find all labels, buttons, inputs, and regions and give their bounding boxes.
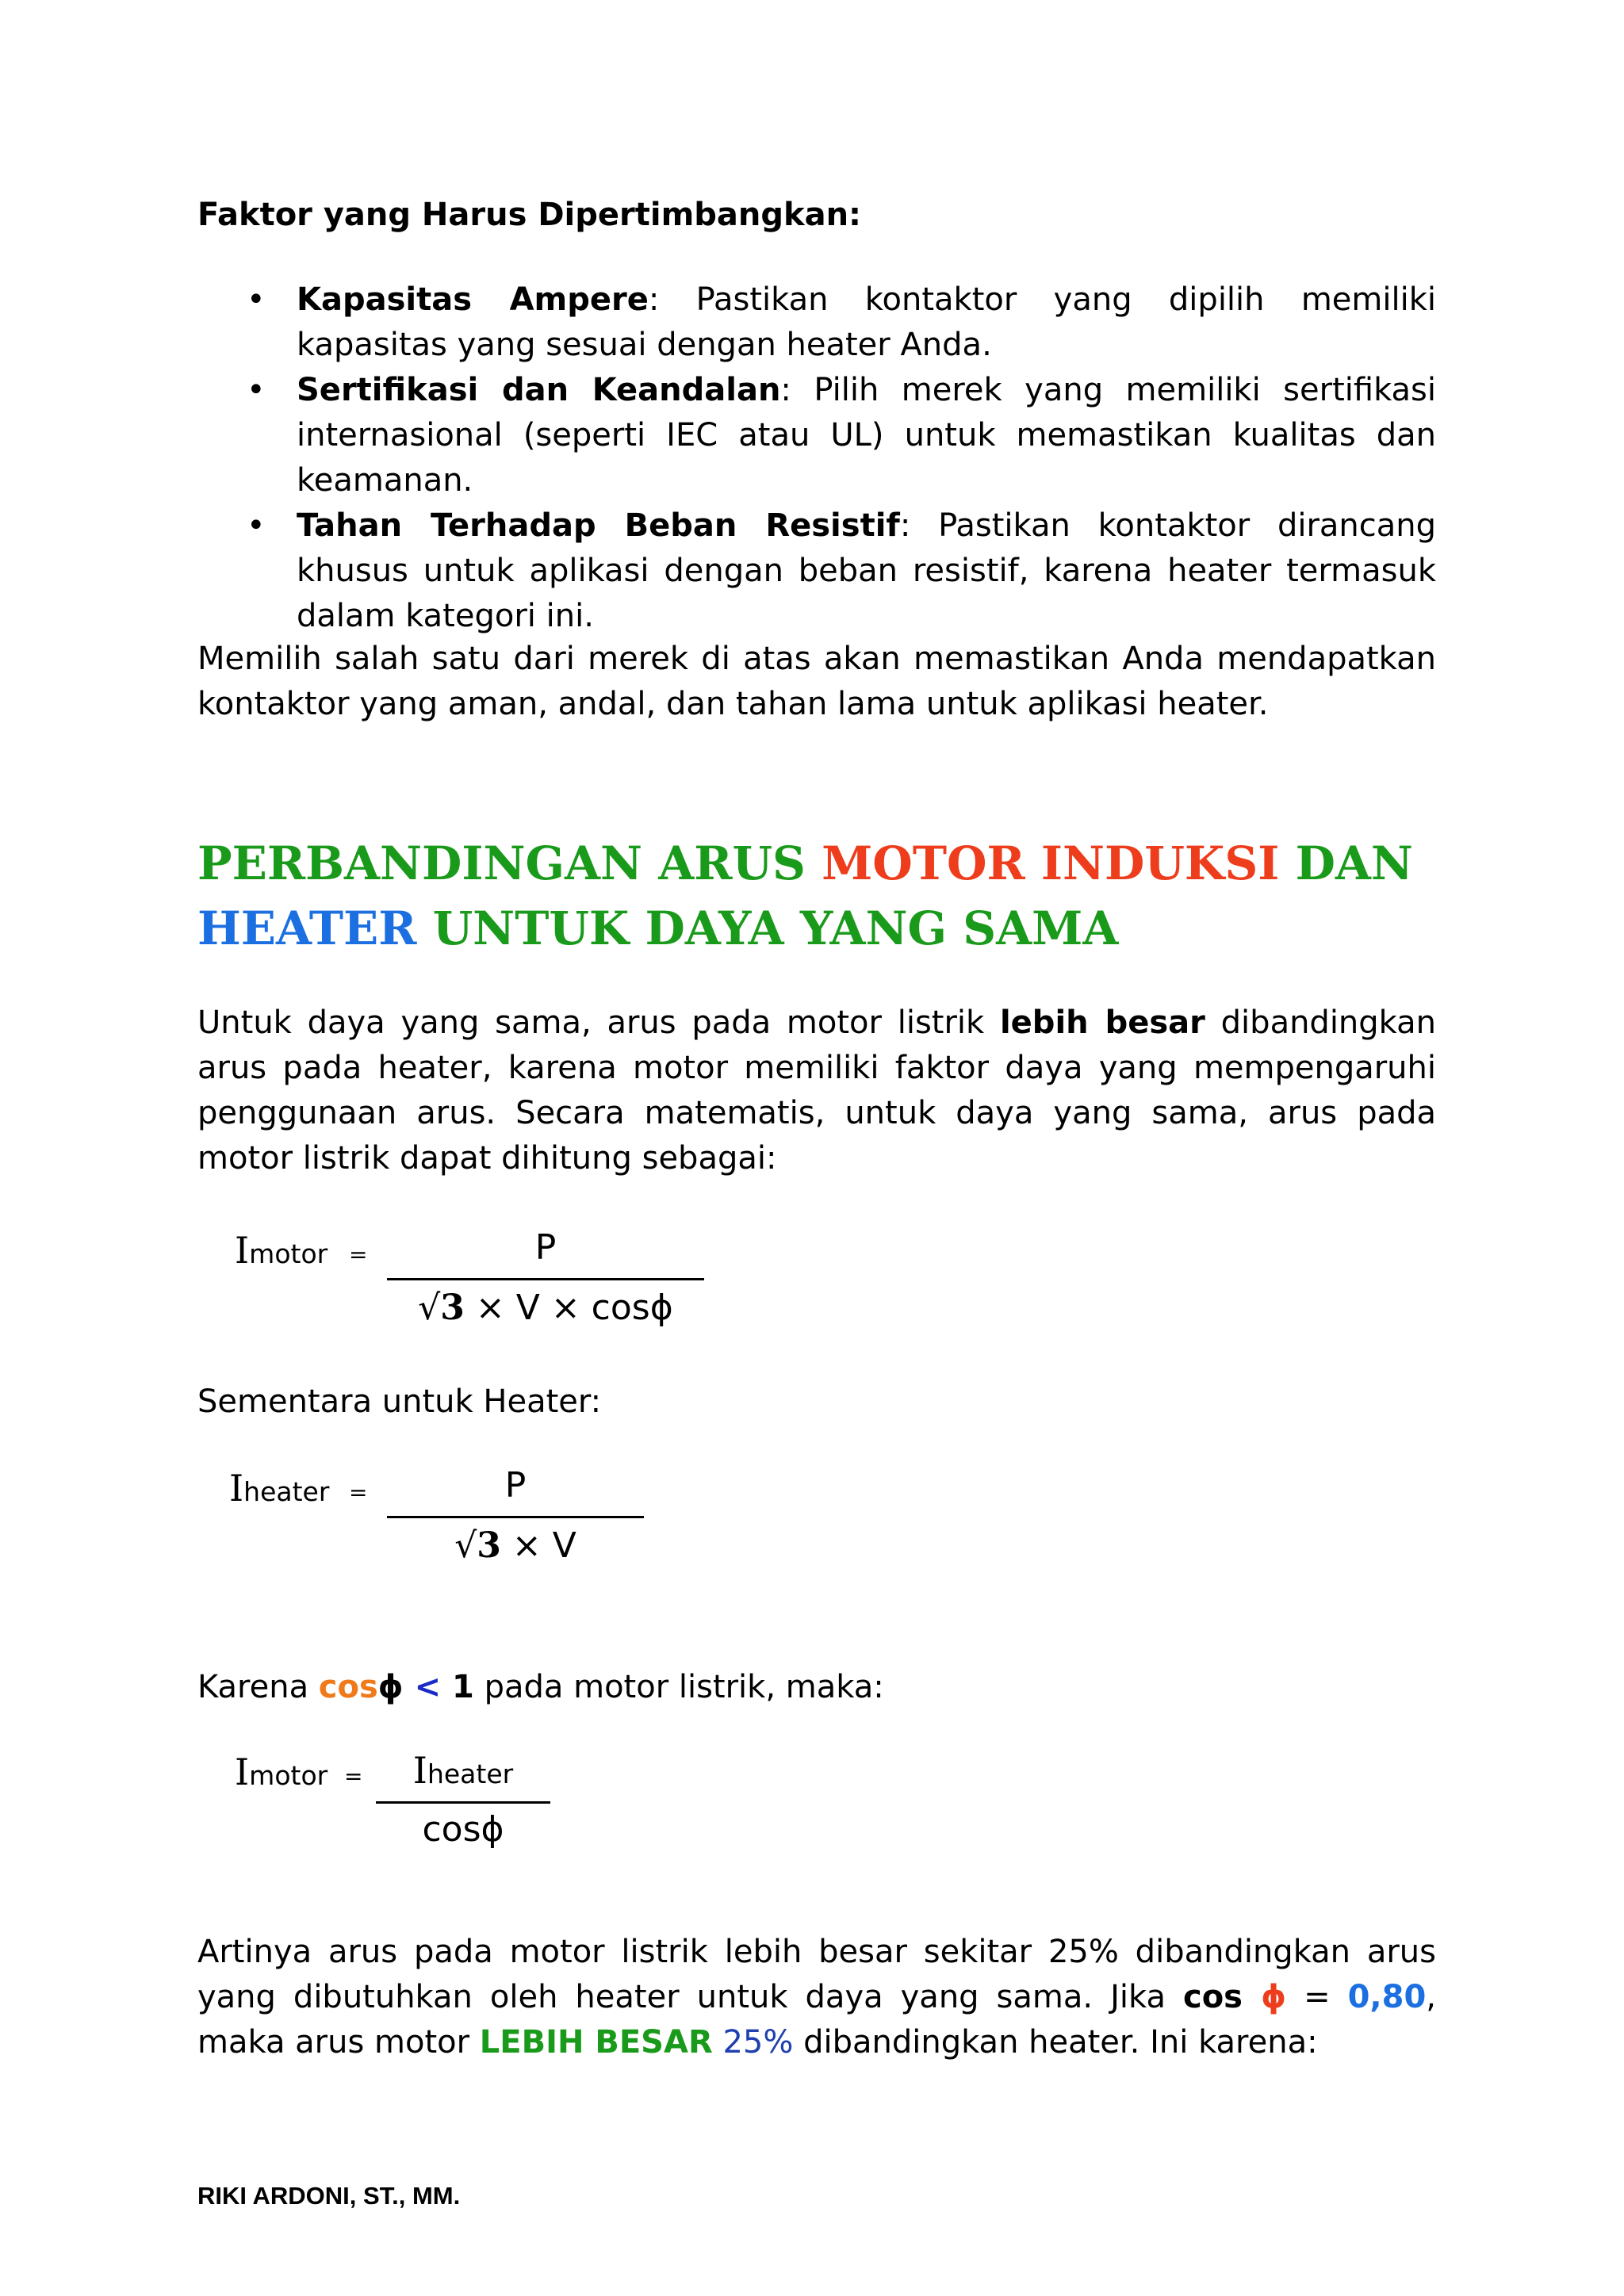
fraction-line: [387, 1516, 644, 1518]
bullet-term: Kapasitas Ampere: [297, 281, 649, 318]
phi-symbol: ϕ: [1242, 1979, 1287, 2015]
list-item: [197, 368, 1436, 503]
sqrt-value: 3: [477, 1525, 501, 1566]
cos-value: 0,80: [1347, 1979, 1427, 2015]
formula-denominator: [387, 1288, 704, 1328]
bullet-icon: •: [247, 372, 266, 408]
formula-label: [229, 1467, 329, 1510]
bullet-icon: •: [247, 507, 266, 544]
denominator-text: × V × cosϕ: [464, 1288, 673, 1328]
artinya-text: Artinya arus pada motor listrik lebih besar sekitar 25% dibandingkan arus yang dibutuhkan oleh heater untuk daya yang sama. Jika: [197, 1934, 1436, 2015]
intro-emphasis: lebih besar: [999, 1004, 1205, 1041]
intro-text: Untuk daya yang sama, arus pada motor listrik: [197, 1004, 1000, 1041]
bullet-text: : Pastikan kontaktor yang dipilih memiliki kapasitas yang sesuai dengan heater Anda.: [297, 281, 1436, 363]
equals-sign: =: [349, 1479, 368, 1506]
footer-author: RIKI ARDONI, ST., MM.: [197, 2182, 461, 2210]
percent-value: 25%: [712, 2024, 794, 2061]
equals-sign: =: [1286, 1979, 1348, 2015]
closing-paragraph: Memilih salah satu dari merek di atas akan memastikan Anda mendapatkan kontaktor yang aman, andal, dan tahan lama untuk aplikasi heater.: [197, 641, 1436, 722]
sqrt-value: 3: [440, 1288, 465, 1328]
formula-label: [235, 1229, 327, 1272]
heading-part-highlight: MOTOR INDUKSI: [822, 836, 1280, 890]
formula-subscript: heater: [243, 1476, 330, 1507]
formula-numerator: P: [504, 1465, 527, 1506]
formula-numerator: P: [534, 1227, 557, 1268]
karena-text: Karena: [197, 1669, 319, 1705]
formula-denominator: [387, 1525, 644, 1566]
karena-line: [197, 1665, 884, 1710]
formula-symbol: I: [235, 1751, 250, 1793]
one-value: 1: [441, 1669, 474, 1705]
formula-subscript: motor: [249, 1760, 328, 1791]
sqrt-icon: √: [454, 1525, 477, 1566]
heading-part: PERBANDINGAN ARUS: [197, 836, 822, 890]
bullet-term: Sertifikasi dan Keandalan: [297, 372, 781, 408]
fraction-line: [387, 1278, 704, 1280]
cos-term: cos: [318, 1669, 378, 1705]
formula-label: [235, 1751, 327, 1793]
list-item: [197, 503, 1436, 639]
bullet-icon: •: [247, 281, 266, 318]
formula-subscript: motor: [249, 1238, 328, 1269]
sqrt-icon: √: [418, 1288, 441, 1328]
formula-subscript: heater: [427, 1758, 514, 1789]
heading-part: DAN: [1279, 836, 1413, 890]
formula-denominator: cosϕ: [422, 1809, 504, 1850]
intro-paragraph: [197, 1001, 1436, 1181]
phi-symbol: ϕ: [377, 1669, 404, 1705]
artinya-paragraph: [197, 1930, 1436, 2065]
bullet-text: : Pastikan kontaktor dirancang khusus untuk aplikasi dengan beban resistif, karena heater termasuk dalam kategori ini.: [297, 507, 1437, 634]
artinya-text: dibandingkan heater. Ini karena:: [793, 2024, 1318, 2061]
heading-part: UNTUK DAYA YANG SAMA: [416, 901, 1119, 955]
list-item: [197, 277, 1436, 368]
karena-text: pada motor listrik, maka:: [473, 1669, 884, 1705]
less-than-sign: <: [403, 1669, 442, 1705]
formula-symbol: I: [412, 1749, 427, 1792]
bullet-text: : Pilih merek yang memiliki sertifikasi internasional (seperti IEC atau UL) untuk memastikan kualitas dan keamanan.: [297, 372, 1436, 499]
formula-symbol: I: [229, 1467, 244, 1510]
equals-sign: =: [344, 1763, 363, 1789]
sementara-text: Sementara untuk Heater:: [197, 1383, 602, 1420]
section-heading: [197, 831, 1436, 961]
formula-symbol: I: [235, 1229, 250, 1272]
fraction-line: [376, 1801, 550, 1804]
denominator-text: × V: [500, 1525, 576, 1566]
lebih-besar-emphasis: LEBIH BESAR: [479, 2024, 713, 2061]
bullet-term: Tahan Terhadap Beban Resistif: [297, 507, 900, 544]
factor-heading: Faktor yang Harus Dipertimbangkan:: [197, 197, 862, 233]
formula-numerator: [376, 1749, 550, 1792]
cos-term: cos: [1182, 1979, 1243, 2015]
intro-text: dibandingkan arus pada heater, karena motor memiliki faktor daya yang mempengaruhi penggunaan arus. Secara matematis, untuk daya yang sama, arus pada motor listrik dapat dihitung sebagai:: [197, 1004, 1436, 1177]
bullet-list: [197, 277, 1436, 639]
heading-part-highlight: HEATER: [197, 901, 417, 955]
equals-sign: =: [349, 1242, 368, 1268]
artinya-text: , maka arus motor: [197, 1979, 1436, 2061]
